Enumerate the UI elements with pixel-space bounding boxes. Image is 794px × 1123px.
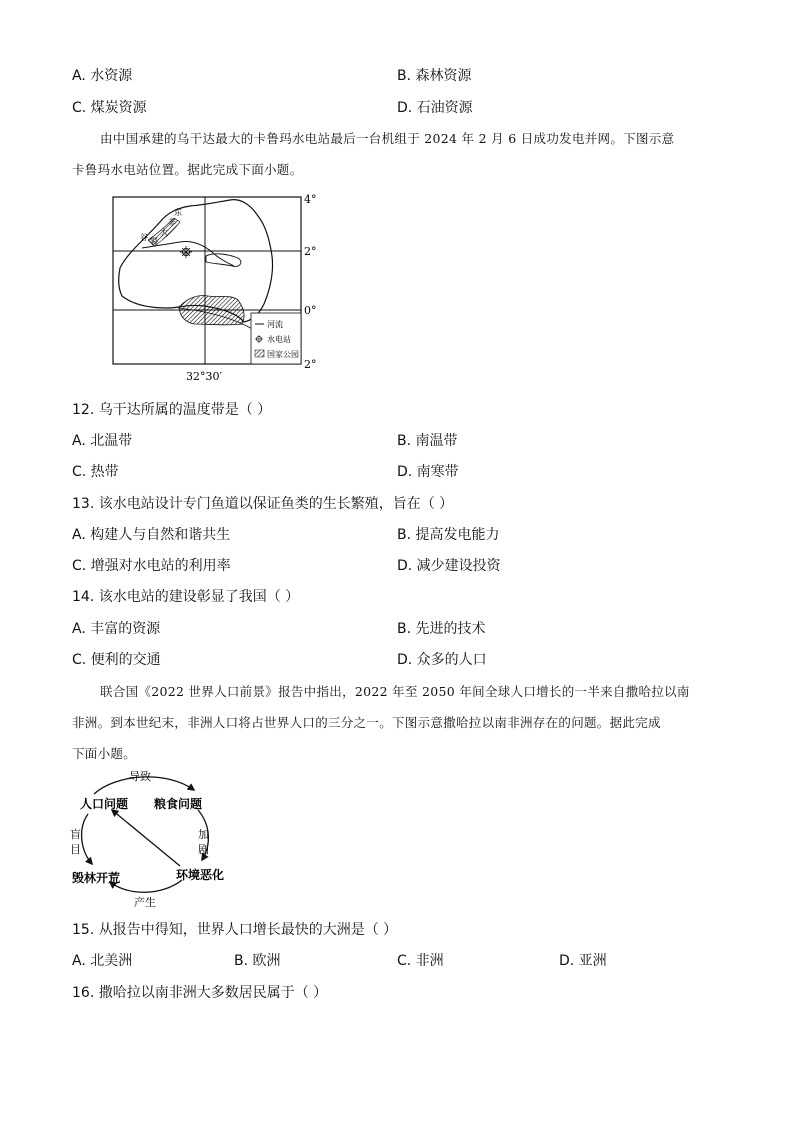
rift-label-2: 非: [168, 218, 176, 227]
q12-option-c: C. 热带: [72, 464, 119, 480]
arrow-left: [82, 814, 92, 864]
rift-label-4: 裂: [150, 237, 158, 246]
q13-option-d: D. 减少建设投资: [397, 558, 501, 574]
q12-option-d: D. 南寒带: [397, 464, 459, 480]
arrow-bottom: [110, 880, 182, 892]
arrow-diagonal: [112, 810, 180, 866]
label-blind-2: 目: [70, 843, 81, 856]
africa-problem-cycle: [66, 766, 246, 908]
rift-label-3: 大: [160, 228, 168, 237]
q12-stem: 12. 乌干达所属的温度带是（ ）: [72, 402, 272, 418]
q11-option-c: C. 煤炭资源: [72, 100, 147, 116]
q15-stem: 15. 从报告中得知，世界人口增长最快的大洲是（ ）: [72, 922, 398, 938]
q14-option-d: D. 众多的人口: [397, 652, 487, 668]
q14-option-a: A. 丰富的资源: [72, 621, 161, 637]
national-park: [180, 295, 244, 324]
lon-label: 32°30′: [186, 370, 222, 383]
q14-stem: 14. 该水电站的建设彰显了我国（ ）: [72, 589, 300, 605]
label-lead-to: 导致: [129, 770, 151, 783]
karuma-location-map: [108, 192, 332, 384]
passage1-line1: 由中国承建的乌干达最大的卡鲁玛水电站最后一台机组于 2024 年 2 月 6 日成功发电并网。下图示意: [100, 131, 675, 146]
q13-option-a: A. 构建人与自然和谐共生: [72, 527, 231, 543]
q15-option-d: D. 亚洲: [559, 953, 607, 969]
legend-park-icon: [255, 350, 264, 357]
lat-label-0: 0°: [304, 304, 317, 317]
passage1-line2: 卡鲁玛水电站位置。据此完成下面小题。: [72, 162, 303, 177]
legend-park-label: 国家公园: [267, 350, 299, 359]
node-environment: 环境恶化: [176, 868, 225, 882]
q12-option-b: B. 南温带: [397, 433, 458, 449]
node-food: 粮食问题: [154, 797, 203, 811]
legend-station-label: 水电站: [267, 335, 291, 344]
q14-option-c: C. 便利的交通: [72, 652, 161, 668]
q16-stem: 16. 撒哈拉以南非洲大多数居民属于（ ）: [72, 985, 328, 1001]
node-deforestation: 毁林开荒: [72, 871, 121, 885]
q12-option-a: A. 北温带: [72, 433, 133, 449]
passage2-line3: 下面小题。: [72, 746, 137, 761]
rift-label-1: 东: [174, 208, 182, 217]
label-aggravate-1: 加: [198, 828, 209, 841]
q15-option-b: B. 欧洲: [234, 953, 281, 969]
passage2-line2: 非洲。到本世纪末，非洲人口将占世界人口的三分之一。下图示意撒哈拉以南非洲存在的问题。据此完成: [72, 715, 661, 730]
node-population: 人口问题: [80, 797, 129, 811]
lat-label-2n: 2°: [304, 245, 317, 258]
q15-option-a: A. 北美洲: [72, 953, 133, 969]
label-aggravate-2: 剧: [198, 843, 209, 856]
q11-option-d: D. 石油资源: [397, 100, 473, 116]
label-produce: 产生: [134, 896, 156, 908]
q13-option-b: B. 提高发电能力: [397, 527, 500, 543]
q11-option-b: B. 森林资源: [397, 68, 472, 84]
lat-label-2s: 2°: [304, 358, 317, 371]
q13-option-c: C. 增强对水电站的利用率: [72, 558, 231, 574]
q11-option-a: A. 水资源: [72, 68, 133, 84]
passage2-line1: 联合国《2022 世界人口前景》报告中指出，2022 年至 2050 年间全球人口增长的一半来自撒哈拉以南: [100, 684, 690, 699]
label-blind-1: 盲: [70, 828, 81, 841]
q14-option-b: B. 先进的技术: [397, 621, 486, 637]
legend-river-label: 河流: [267, 320, 283, 329]
q15-option-c: C. 非洲: [397, 953, 444, 969]
lat-label-4n: 4°: [304, 193, 317, 206]
q13-stem: 13. 该水电站设计专门鱼道以保证鱼类的生长繁殖，旨在（ ）: [72, 496, 454, 512]
rift-label-5: 谷: [140, 233, 148, 242]
hydro-station-icon: [180, 246, 192, 258]
